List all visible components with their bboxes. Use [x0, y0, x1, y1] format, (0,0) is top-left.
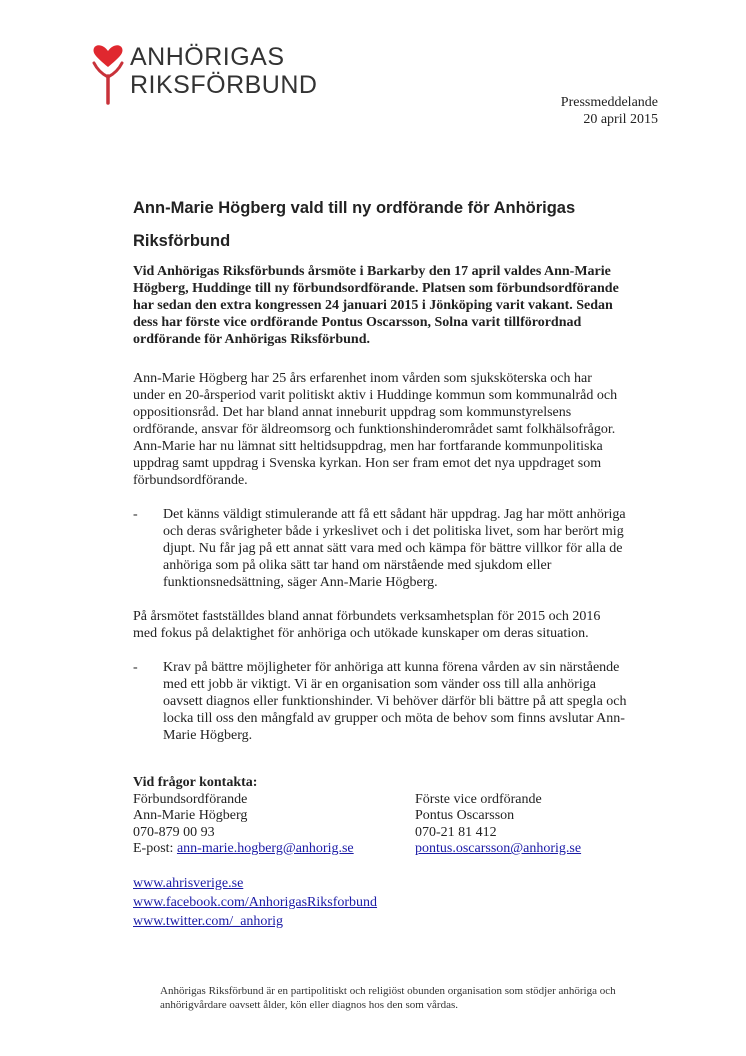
- footer-note: Anhörigas Riksförbund är en partipolitiskt och religiöst obunden organisation som stödjer anhöriga och anhörigvårdare oavsett ålder, kön eller diagnos hos den som vårdas.: [160, 985, 616, 1011]
- body-paragraph-2: På årsmötet fastställdes bland annat förbundets verksamhetsplan för 2015 och 2016 med fokus på delaktighet för anhöriga och utökade kunskaper om deras situation.: [133, 609, 601, 641]
- contact-role: Förbundsordförande: [133, 791, 248, 807]
- quote-dash: -: [133, 507, 138, 522]
- contact-name: Ann-Marie Högberg: [133, 808, 248, 823]
- logo: [88, 43, 317, 107]
- website-link[interactable]: www.ahrisverige.se: [133, 876, 244, 891]
- quote-dash: -: [133, 660, 138, 675]
- contact-heading: Vid frågor kontakta:: [133, 775, 258, 790]
- facebook-link[interactable]: www.facebook.com/AnhorigasRiksforbund: [133, 895, 378, 910]
- email-link[interactable]: ann-marie.hogberg@anhorig.se: [176, 841, 354, 856]
- contact-right: [415, 792, 581, 858]
- contact-phone: 070-879 00 93: [133, 824, 215, 840]
- press-meta: [561, 94, 658, 128]
- quote-2: [133, 659, 627, 744]
- email-label: E-post:: [133, 841, 174, 856]
- contact-name: Pontus Oscarsson: [415, 808, 515, 823]
- page-title: Ann-Marie Högberg vald till ny ordförande för Anhörigas Riksförbund: [133, 199, 576, 250]
- logo-line-1: ANHÖRIGAS: [130, 43, 285, 71]
- quote-text: Det känns väldigt stimulerande att få ett sådant här uppdrag. Jag har mött anhöriga och deras svårigheter både i yrkeslivet och i det politiska livet, som har berört mig djupt. Nu får jag på ett annat sätt vara med och kämpa för bättre villkor för alla de anhöriga som på olika sätt tar hand om närstående med sjukdom eller funktionsnedsättning, säger Ann-Marie Högberg.: [163, 507, 626, 590]
- email-link[interactable]: pontus.oscarsson@anhorig.se: [415, 841, 582, 856]
- contact-section: [133, 775, 627, 858]
- logo-line-2: RIKSFÖRBUND: [130, 71, 318, 99]
- body-paragraph-1: Ann-Marie Högberg har 25 års erfarenhet inom vården som sjuksköterska och har under en 20-årsperiod varit politiskt aktiv i Huddinge kommun som kommunalråd och oppositionsråd. Det har bland annat inneburit uppdrag som kommunstyrelsens ordförande, ansvar för äldreomsorg och funktionshinderområdet samt folkhälsofrågor. Ann-Marie har nu lämnat sitt heltidsuppdrag, men har fortfarande kommunpolitiska uppdrag samt uppdrag i Svenska kyrkan. Hon ser fram emot det nya uppdraget som förbundsordförande.: [133, 371, 618, 488]
- article-body: [133, 263, 627, 744]
- document-date: 20 april 2015: [583, 112, 658, 127]
- contact-left: [133, 792, 415, 858]
- contact-phone: 070-21 81 412: [415, 824, 497, 840]
- contact-role: Förste vice ordförande: [415, 791, 542, 807]
- web-links: [133, 874, 377, 931]
- quote-text: Krav på bättre möjligheter för anhöriga att kunna förena vården av sin närstående med ett jobb är viktigt. Vi är en organisation som vänder oss till alla anhöriga oavsett diagnos eller funktionshinder. Vi behöver därför bli bättre på att spegla och locka till oss den mångfald av grupper och möta de behov som finns avslutar Ann-Marie Högberg.: [163, 660, 627, 743]
- document-type: Pressmeddelande: [560, 95, 658, 110]
- heart-figure-icon: [88, 43, 128, 107]
- logo-wordmark: [130, 43, 317, 99]
- twitter-link[interactable]: www.twitter.com/_anhorig: [133, 914, 283, 929]
- quote-1: [133, 506, 627, 591]
- lead-paragraph: Vid Anhörigas Riksförbunds årsmöte i Barkarby den 17 april valdes Ann-Marie Högberg, Huddinge till ny förbundsordförande. Platsen som förbundsordförande har sedan den extra kongressen 24 januari 2015 i Jönköping varit vakant. Sedan dess har förste vice ordförande Pontus Oscarsson, Solna varit tillförordnad ordförande för Anhörigas Riksförbund.: [133, 264, 619, 347]
